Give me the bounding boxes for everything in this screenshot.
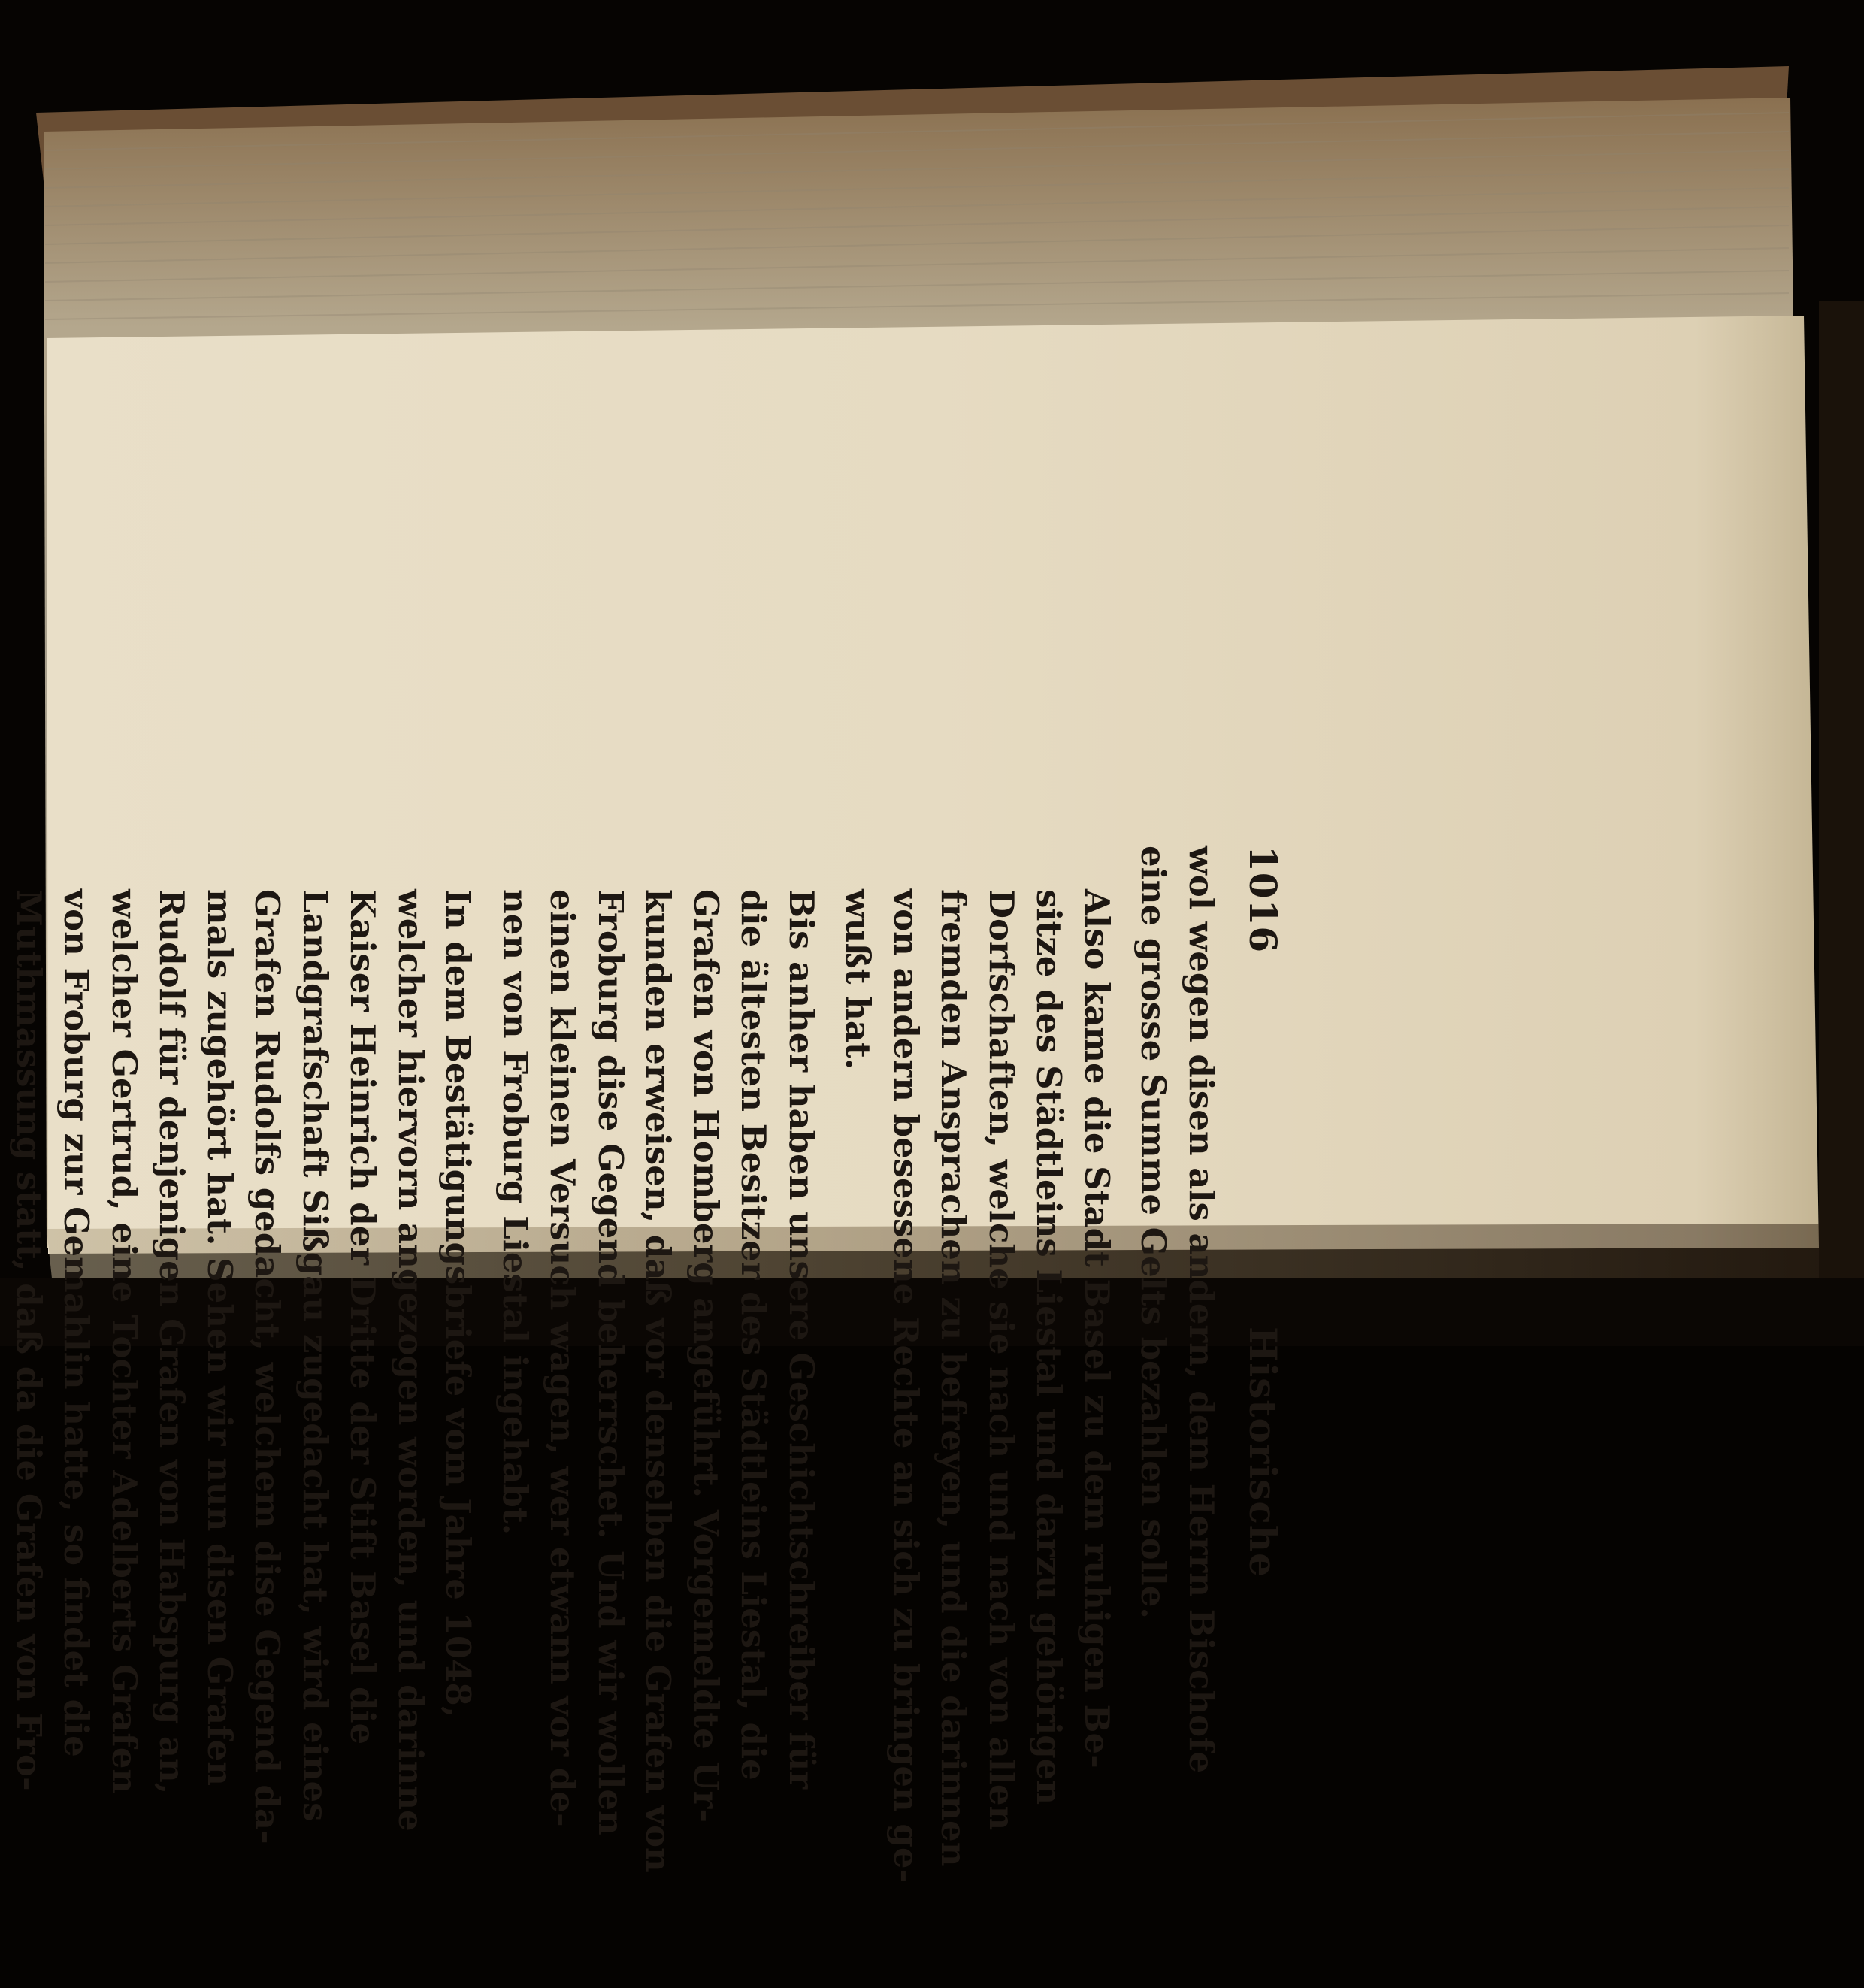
text-line: welcher Gertrud, eine Tochter Adelberts Grafen [104, 889, 144, 1794]
text-line: In dem Bestätigungsbriefe vom Jahre 1048, [438, 889, 479, 1718]
text-line: Rudolf für denjenigen Grafen von Habspurg an, [152, 889, 192, 1795]
text-line: wol wegen disen als andern, dem Herrn Bischofe [1182, 846, 1221, 1774]
text-line: sitze des Städtleins Liestal und darzu gehörigen [1029, 889, 1070, 1805]
text-line: die ältesten Besitzer des Städtleins Liestal, die [734, 889, 774, 1781]
text-line: Bis anher haben unsere Geschichtschreiber für [782, 889, 822, 1790]
paragraph [1130, 846, 1225, 1988]
page-header [1225, 846, 1285, 1988]
paragraph [0, 846, 483, 1988]
text-line: Landgrafschaft Sißgau zugedacht hat, wird eines [295, 889, 335, 1822]
text-line: von andern besessene Rechte an sich zu bringen ge- [886, 889, 926, 1884]
text-line: von Froburg zur Gemahlin hatte, so findet die [56, 889, 97, 1757]
paragraph [492, 846, 826, 1988]
text-line [0, 846, 5, 1988]
text-line: mals zugehört hat. Sehen wir nun disen Grafen [200, 889, 240, 1786]
text-line: einen kleinen Versuch wagen, wer etwann vor de- [543, 889, 583, 1827]
text-line: Muthmassung statt, daß da die Grafen von Fro- [9, 889, 49, 1791]
text-line: Kaiser Heinrich der Dritte der Stift Basel die [343, 889, 383, 1745]
text-line: fremden Ansprachen zu befreyen, und die darinnen [934, 889, 974, 1867]
text-line: Grafen Rudolfs gedacht, welchem dise Gegend da- [247, 889, 288, 1844]
page-body [0, 846, 1225, 1988]
text-line: eine grosse Summe Gelts bezahlen solle. [1133, 846, 1174, 1620]
page-content [9, 846, 1285, 1988]
paragraph [834, 846, 1121, 1988]
text-line: Froburg dise Gegend beherrschet. Und wir wollen [591, 889, 631, 1835]
text-line: kunden erweisen, daß vor denselben die Grafen von [638, 889, 679, 1872]
text-line: Also kame die Stadt Basel zu dem ruhigen Be- [1077, 889, 1117, 1769]
text-line: Grafen von Homberg angeführt. Vorgemeldte Ur- [686, 889, 726, 1823]
text-line: nen von Froburg Liestal ingehabt. [495, 889, 535, 1536]
text-line: Dorfschaften, welche sie nach und nach von allen [982, 889, 1021, 1831]
text-line: wußt hat. [838, 889, 879, 1070]
page-number: 1016 [1241, 846, 1285, 954]
running-head: Historische [1241, 1327, 1285, 1578]
text-line: welcher hiervorn angezogen worden, und darinne [391, 889, 431, 1832]
